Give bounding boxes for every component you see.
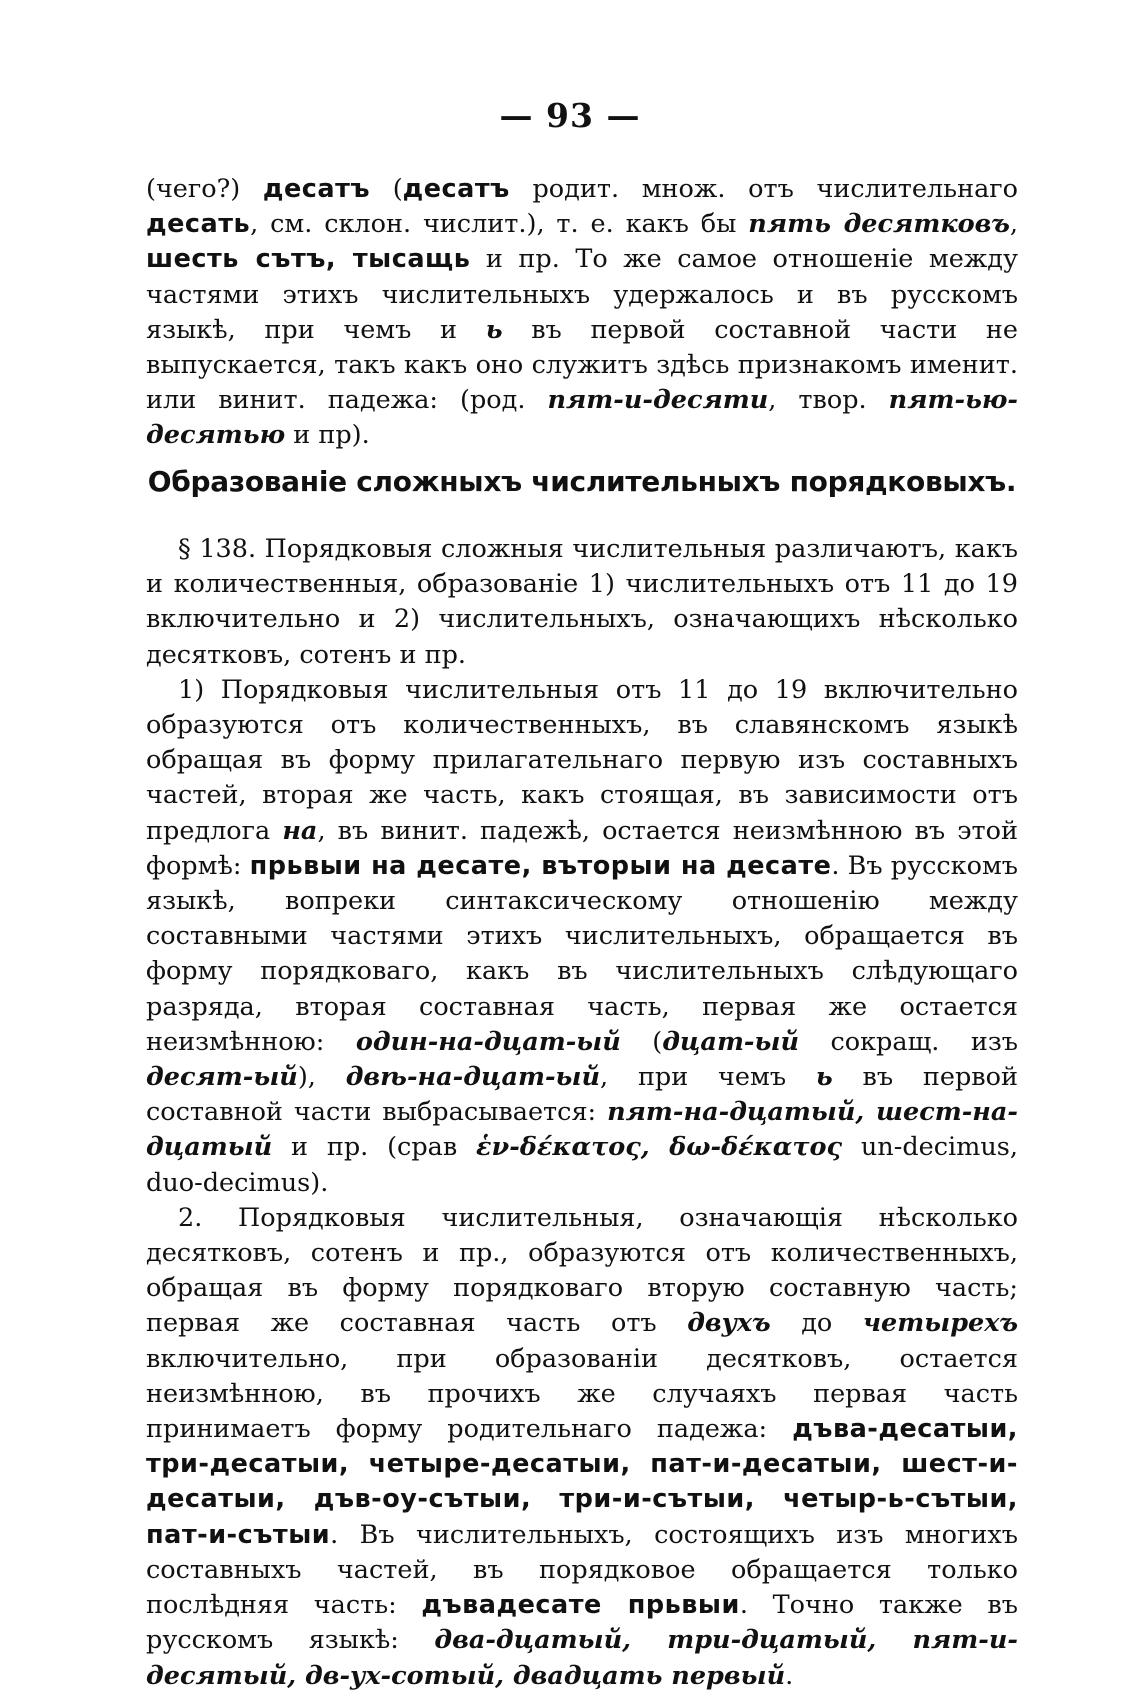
text-run: , въ винит. падежѣ, остается неизмѣнною въ этой формѣ:	[146, 815, 1018, 881]
text-run: un-decimus, duo-decimus).	[146, 1132, 1018, 1198]
top-text-block	[146, 172, 1018, 454]
text-run: (	[370, 174, 403, 204]
text-run: § 138. Порядковыя сложныя числительныя различаютъ, какъ и количественныя, образованіе 1) числительныхъ отъ 11 до 19 включительно и 2) числительныхъ, означающихъ нѣсколько десятковъ, сотенъ и пр.	[146, 534, 1018, 670]
text-run: включительно, при образованіи десятковъ, остается неизмѣнною, въ прочихъ же случаяхъ первая часть принимаетъ форму родительнаго падежа:	[146, 1343, 1018, 1445]
slavonic-term: десатъ	[402, 174, 510, 204]
italic-term: десят-ый	[146, 1062, 298, 1093]
section-body	[146, 532, 1018, 1694]
text-run: и пр).	[285, 420, 370, 451]
paragraph	[146, 673, 1018, 1201]
text-run: 1) Порядковыя числительныя отъ 11 до 19 включительно образуются отъ количественныхъ, въ славянскомъ языкѣ обращая въ форму прилагательнаго первую изъ составныхъ частей, вторая же часть, какъ стоящая, въ зависимости отъ предлога	[146, 674, 1018, 846]
slavonic-term: десатъ	[262, 174, 371, 204]
paragraph	[146, 1201, 1018, 1694]
text-run: родит. множ. отъ числительнаго	[509, 174, 1018, 204]
slavonic-term: прьвыи на десате, въторыи на десате	[249, 850, 832, 881]
text-run: (чего?)	[146, 174, 263, 204]
top-paragraph	[146, 172, 1018, 454]
text-run: ),	[297, 1062, 346, 1093]
text-run: , см. склон. числит.), т. е. какъ бы	[250, 209, 749, 240]
text-run: сокращ. изъ	[799, 1026, 1018, 1057]
italic-term: дцат-ый	[662, 1026, 799, 1057]
text-run: (	[620, 1026, 663, 1057]
text-run: въ первой составной части не выпускается, такъ какъ оно служитъ здѣсь признакомъ именит. или винит. падежа: (род.	[146, 314, 1019, 416]
italic-term: пять десятковъ	[748, 209, 1010, 240]
italic-term: ь	[815, 1062, 833, 1093]
text-run: ,	[1009, 209, 1018, 240]
italic-term: четырехъ	[862, 1308, 1018, 1339]
italic-term: два-дцатый, три-дцатый, пят-и-десятый, дв-ух-сотый, двадцать первый	[146, 1625, 1018, 1691]
italic-term: двухъ	[687, 1308, 771, 1339]
text-run: до	[770, 1308, 863, 1339]
italic-term: ἑν-δέκατος, δω-δέκατος	[476, 1132, 843, 1163]
italic-term: один-на-дцат-ый	[355, 1026, 621, 1057]
text-run: . Въ числительныхъ, состоящихъ изъ многихъ составныхъ частей, въ порядковое обращается только послѣдняя часть:	[146, 1519, 1018, 1621]
text-run: . Точно также въ русскомъ языкѣ:	[146, 1590, 1018, 1656]
text-run: и пр. (срав	[272, 1132, 477, 1163]
italic-term: ь	[485, 314, 503, 345]
italic-term: на	[282, 815, 318, 846]
paragraph	[146, 532, 1018, 673]
slavonic-term: десать	[146, 209, 251, 240]
italic-term: пят-на-дцатый, шест-на-дцатый	[146, 1097, 1018, 1163]
text-run: въ первой составной части выбрасывается:	[146, 1062, 1018, 1128]
italic-term: пят-и-десяти	[547, 385, 769, 416]
slavonic-term: шесть сътъ, тысащь	[146, 244, 471, 275]
text-run: .	[785, 1660, 794, 1691]
text-run: , при чемъ	[600, 1062, 816, 1093]
text-run: и пр. То же самое отношеніе между частями этихъ числительныхъ удержалось и въ русскомъ языкѣ, при чемъ и	[146, 244, 1018, 345]
italic-term: пят-ью-десятью	[146, 385, 1019, 451]
text-run: 2. Порядковыя числительныя, означающія нѣсколько десятковъ, сотенъ и пр., образуются отъ количественныхъ, обращая въ форму порядковаго вторую составную часть; первая же составная часть отъ	[146, 1202, 1018, 1339]
page-number: — 93 —	[499, 96, 641, 135]
slavonic-term: дъвадесате прьвыи	[421, 1590, 740, 1621]
section-heading: Образованіе сложныхъ числительныхъ порядковыхъ.	[147, 465, 1017, 498]
italic-term: двѣ-на-дцат-ый	[345, 1062, 601, 1093]
slavonic-term: дъва-десатыи, три-десатыи, четыре-десатыи, пат-и-десатыи, шест-и-десатыи, дъв-оу-сътыи, три-и-сътыи, четыр-ь-сътыи, пат-и-сътыи	[146, 1414, 1018, 1550]
text-run: . Въ русскомъ языкѣ, вопреки синтаксическому отношенію между составными частями этихъ числительныхъ, обращается въ форму порядковаго, какъ въ числительныхъ слѣдующаго разряда, вторая составная часть, первая же остается неизмѣнною:	[146, 850, 1019, 1057]
text-run: , твор.	[768, 385, 889, 416]
